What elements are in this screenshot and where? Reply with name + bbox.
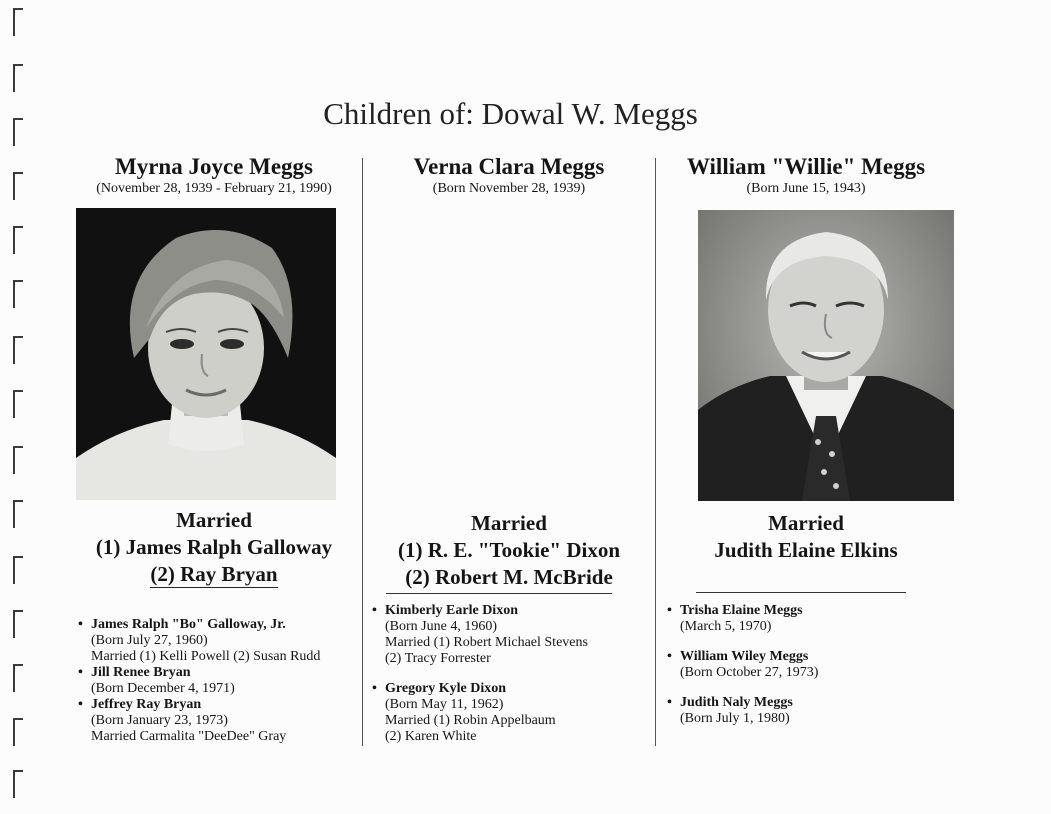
- divider-line: [386, 593, 612, 594]
- grandchild-married: (2) Tracy Forrester: [385, 651, 491, 666]
- binder-hole: [13, 556, 23, 584]
- grandchild-married: Married Carmalita "DeeDee" Gray: [91, 729, 287, 744]
- page-title: Children of: Dowal W. Meggs: [323, 96, 698, 131]
- grandchild-married: Married (1) Kelli Powell (2) Susan Rudd: [91, 649, 321, 664]
- bullet: •: [78, 665, 83, 680]
- grandchild-married: Married (1) Robert Michael Stevens: [385, 635, 588, 650]
- binder-hole: [13, 390, 23, 418]
- binder-hole: [13, 64, 23, 92]
- grandchildren-list-myrna: [78, 617, 358, 745]
- binder-hole: [13, 8, 23, 36]
- spouse-name: (2) Robert M. McBride: [405, 565, 613, 589]
- married-label: Married: [768, 511, 844, 535]
- bullet: •: [667, 603, 672, 618]
- divider-line: [696, 592, 906, 593]
- marriage-info-verna: [363, 510, 655, 591]
- marriage-info-william: [656, 510, 956, 564]
- child-name: Verna Clara Meggs: [413, 154, 605, 179]
- list-item: [372, 603, 652, 667]
- list-item: [667, 695, 947, 727]
- binder-hole: [13, 226, 23, 254]
- bullet: •: [667, 695, 672, 710]
- grandchildren-list-william: [667, 603, 947, 727]
- binder-hole: [13, 664, 23, 692]
- spouse-name: (2) Ray Bryan: [150, 562, 278, 586]
- grandchild-married: Married (1) Robin Appelbaum: [385, 713, 556, 728]
- grandchild-born: (Born May 11, 1962): [385, 697, 504, 712]
- grandchild-name: Jeffrey Ray Bryan: [91, 697, 202, 712]
- bullet: •: [372, 681, 377, 696]
- grandchild-name: James Ralph "Bo" Galloway, Jr.: [91, 617, 286, 632]
- bullet: •: [78, 617, 83, 632]
- child-column-myrna: [66, 150, 362, 197]
- child-column-verna: [363, 150, 655, 197]
- bullet: •: [667, 649, 672, 664]
- child-dates: (November 28, 1939 - February 21, 1990): [96, 181, 332, 196]
- binder-hole: [13, 770, 23, 798]
- grandchild-married: (2) Karen White: [385, 729, 477, 744]
- grandchild-name: Gregory Kyle Dixon: [385, 681, 507, 696]
- column-divider: [655, 158, 656, 746]
- grandchild-born: (Born October 27, 1973): [680, 665, 819, 680]
- spouse-name: (1) James Ralph Galloway: [95, 535, 333, 559]
- grandchild-born: (Born July 27, 1960): [91, 633, 208, 648]
- grandchild-name: Trisha Elaine Meggs: [680, 603, 803, 618]
- binder-hole: [13, 610, 23, 638]
- binder-hole: [13, 336, 23, 364]
- list-item: [78, 665, 358, 697]
- marriage-info-myrna: [66, 507, 362, 588]
- married-label: Married: [176, 508, 252, 532]
- child-name: Myrna Joyce Meggs: [115, 154, 313, 179]
- grandchild-born: (Born December 4, 1971): [91, 681, 235, 696]
- binder-hole: [13, 718, 23, 746]
- married-label: Married: [471, 511, 547, 535]
- list-item: [667, 603, 947, 635]
- grandchild-name: Jill Renee Bryan: [91, 665, 191, 680]
- bullet: •: [372, 603, 377, 618]
- child-dates: (Born June 15, 1943): [746, 181, 866, 196]
- grandchildren-list-verna: [372, 603, 652, 745]
- grandchild-born: (Born July 1, 1980): [680, 711, 790, 726]
- list-item: [78, 697, 358, 745]
- grandchild-name: Kimberly Earle Dixon: [385, 603, 518, 618]
- grandchild-born: (Born June 4, 1960): [385, 619, 497, 634]
- binder-hole: [13, 280, 23, 308]
- bullet: •: [78, 697, 83, 712]
- list-item: [372, 681, 652, 745]
- grandchild-born: (Born January 23, 1973): [91, 713, 228, 728]
- binder-hole: [13, 500, 23, 528]
- list-item: [667, 649, 947, 681]
- column-divider: [362, 158, 363, 746]
- spouse-name: (1) R. E. "Tookie" Dixon: [397, 538, 621, 562]
- child-column-william: [656, 150, 956, 197]
- binder-hole: [13, 446, 23, 474]
- child-dates: (Born November 28, 1939): [432, 181, 586, 196]
- grandchild-name: Judith Naly Meggs: [680, 695, 793, 710]
- binder-hole: [13, 172, 23, 200]
- grandchild-name: William Wiley Meggs: [680, 649, 809, 664]
- grandchild-born: (March 5, 1970): [680, 619, 772, 634]
- child-name: William "Willie" Meggs: [686, 154, 926, 179]
- spouse-name: Judith Elaine Elkins: [714, 538, 898, 562]
- portrait-photo-william: [698, 210, 954, 501]
- portrait-photo-myrna: [76, 208, 336, 500]
- list-item: [78, 617, 358, 665]
